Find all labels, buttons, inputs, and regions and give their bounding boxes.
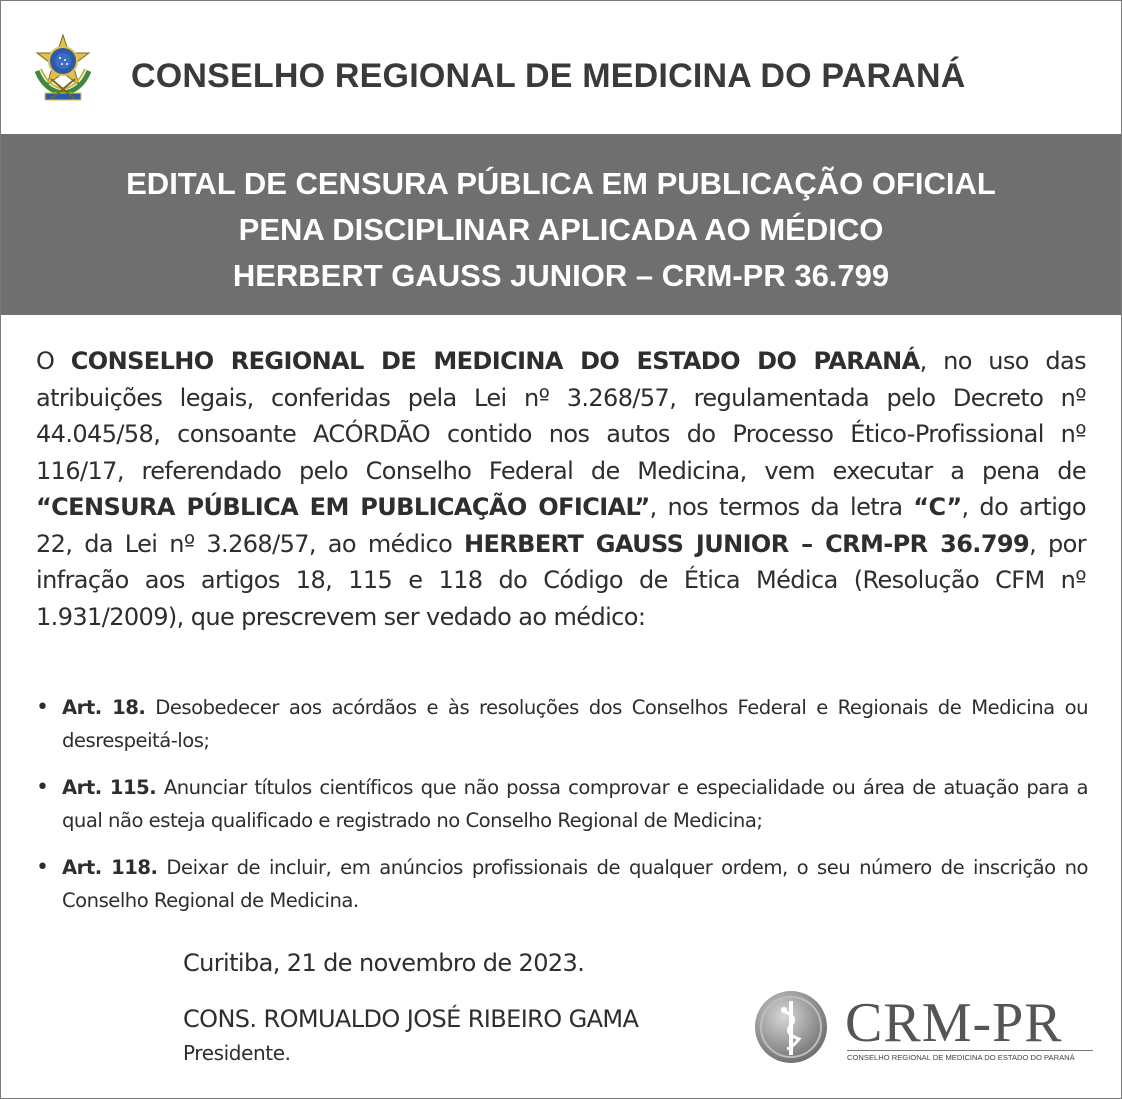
body-council-name: CONSELHO REGIONAL DE MEDICINA DO ESTADO DO PARANÁ — [70, 347, 920, 375]
body-text: , no uso das atribuições legais, conferidas pela Lei nº 3.268/57, regulamentada pelo Decreto nº 44.045/58, consoante ACÓRDÃO contido nos autos do Processo Ético-Profissional nº 116/17, referendado pelo Conselho Federal de Medicina, vem executar a pena de — [36, 347, 1086, 485]
article-number: Art. 115. — [62, 776, 157, 799]
body-doctor: HERBERT GAUSS JUNIOR – CRM-PR 36.799 — [464, 529, 1030, 558]
bullet-icon: • — [36, 775, 49, 800]
article-list — [36, 691, 1088, 931]
notice-body — [36, 343, 1086, 635]
banner-title: EDITAL DE CENSURA PÚBLICA EM PUBLICAÇÃO OFICIAL — [126, 166, 996, 201]
body-text: , por infração aos artigos 18, 115 e 118 do Código de Ética Médica (Resolução CFM nº 1.931/2009), que prescrevem ser vedado ao médico: — [36, 529, 1086, 631]
list-item — [36, 691, 1088, 757]
org-title: CONSELHO REGIONAL DE MEDICINA DO PARANÁ — [131, 57, 966, 95]
banner-subtitle: PENA DISCIPLINAR APLICADA AO MÉDICO — [238, 212, 884, 247]
body-text: O — [36, 347, 71, 375]
signer-role: Presidente. — [183, 1041, 291, 1065]
body-text: , nos termos da letra — [649, 493, 914, 521]
crm-pr-logo — [753, 989, 1093, 1065]
city-date: Curitiba, 21 de novembro de 2023. — [183, 949, 585, 977]
article-text: Deixar de incluir, em anúncios profissionais de qualquer ordem, o seu número de inscrição no Conselho Regional de Medicina. — [62, 856, 1088, 912]
crm-pr-subtitle: CONSELHO REGIONAL DE MEDICINA DO ESTADO DO PARANÁ — [847, 1050, 1093, 1062]
article-number: Art. 118. — [62, 856, 158, 879]
caduceus-icon — [753, 989, 829, 1065]
notice-banner — [1, 134, 1121, 315]
body-penalty: “CENSURA PÚBLICA EM PUBLICAÇÃO OFICIAL” — [36, 493, 650, 521]
article-text: Desobedecer aos acórdãos e às resoluções dos Conselhos Federal e Regionais de Medicina ou desrespeitá-los; — [62, 696, 1088, 752]
bullet-icon: • — [36, 695, 49, 720]
signer-name: CONS. ROMUALDO JOSÉ RIBEIRO GAMA — [183, 1005, 639, 1033]
article-number: Art. 18. — [62, 696, 146, 719]
body-text: , do artigo 22, da Lei nº 3.268/57, ao médico — [36, 493, 1086, 558]
body-letter: “C” — [913, 493, 962, 521]
brazil-coat-of-arms-icon — [31, 33, 95, 105]
crm-pr-wordmark: CRM-PR — [845, 992, 1063, 1054]
banner-doctor: HERBERT GAUSS JUNIOR – CRM-PR 36.799 — [232, 258, 890, 293]
bullet-icon: • — [36, 855, 49, 880]
list-item — [36, 851, 1088, 917]
header — [1, 1, 1121, 133]
article-text: Anunciar títulos científicos que não possa comprovar e especialidade ou área de atuação para a qual não esteja qualificado e registrado no Conselho Regional de Medicina; — [62, 776, 1088, 832]
list-item — [36, 771, 1088, 837]
